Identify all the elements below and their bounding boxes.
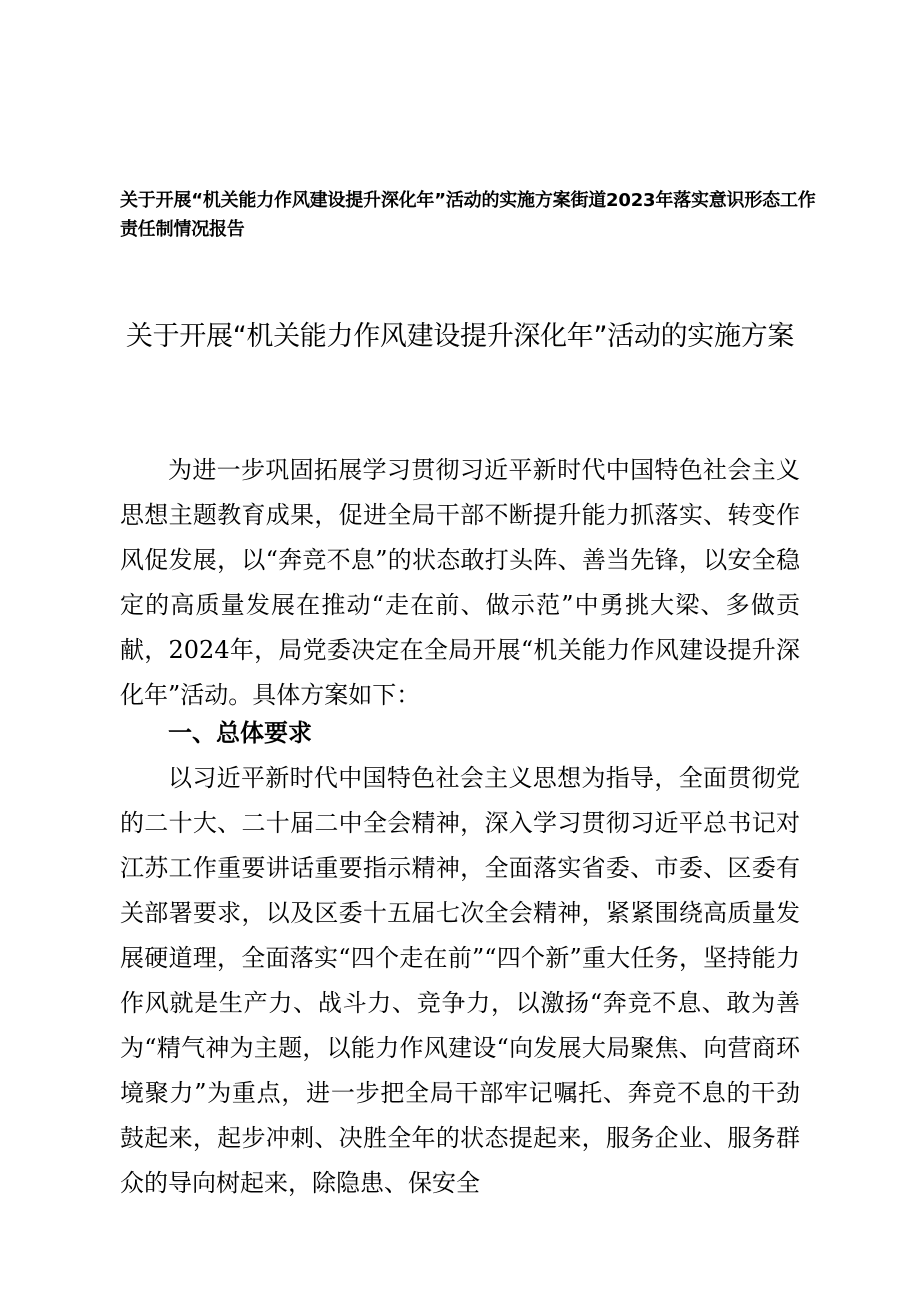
body-paragraph-requirements: 以习近平新时代中国特色社会主义思想为指导，全面贯彻党的二十大、二十届二中全会精神，深入学习贯彻习近平总书记对江苏工作重要讲话重要指示精神，全面落实省委、市委、区委有关部署要求，以及区委十五届七次全会精神，紧紧围绕高质量发展硬道理，全面落实“四个走在前”“四个新”重大任务，坚持能力作风就是生产力、战斗力、竞争力，以激扬“奔竞不息、敢为善为“精气神为主题，以能力作风建设“向发展大局聚焦、向营商环境聚力”为重点，进一步把全局干部牢记嘱托、奔竞不息的干劲鼓起来，起步冲刺、决胜全年的状态提起来，服务企业、服务群众的导向树起来，除隐患、保安全 bbox=[120, 764, 800, 1197]
document-header: 关于开展“机关能力作风建设提升深化年”活动的实施方案街道2023年落实意识形态工作责任制情况报告 bbox=[120, 190, 816, 240]
section-heading: 一、总体要求 bbox=[168, 719, 312, 747]
document-title: 关于开展“机关能力作风建设提升深化年”活动的实施方案 bbox=[125, 321, 795, 352]
body-paragraph-intro: 为进一步巩固拓展学习贯彻习近平新时代中国特色社会主义思想主题教育成果，促进全局干部不断提升能力抓落实、转变作风促发展，以“奔竞不息”的状态敢打头阵、善当先锋，以安全稳定的高质量发展在推动“走在前、做示范”中勇挑大梁、多做贡献，2024年，局党委决定在全局开展“机关能力作风建设提升深化年”活动。具体方案如下： bbox=[120, 456, 800, 709]
